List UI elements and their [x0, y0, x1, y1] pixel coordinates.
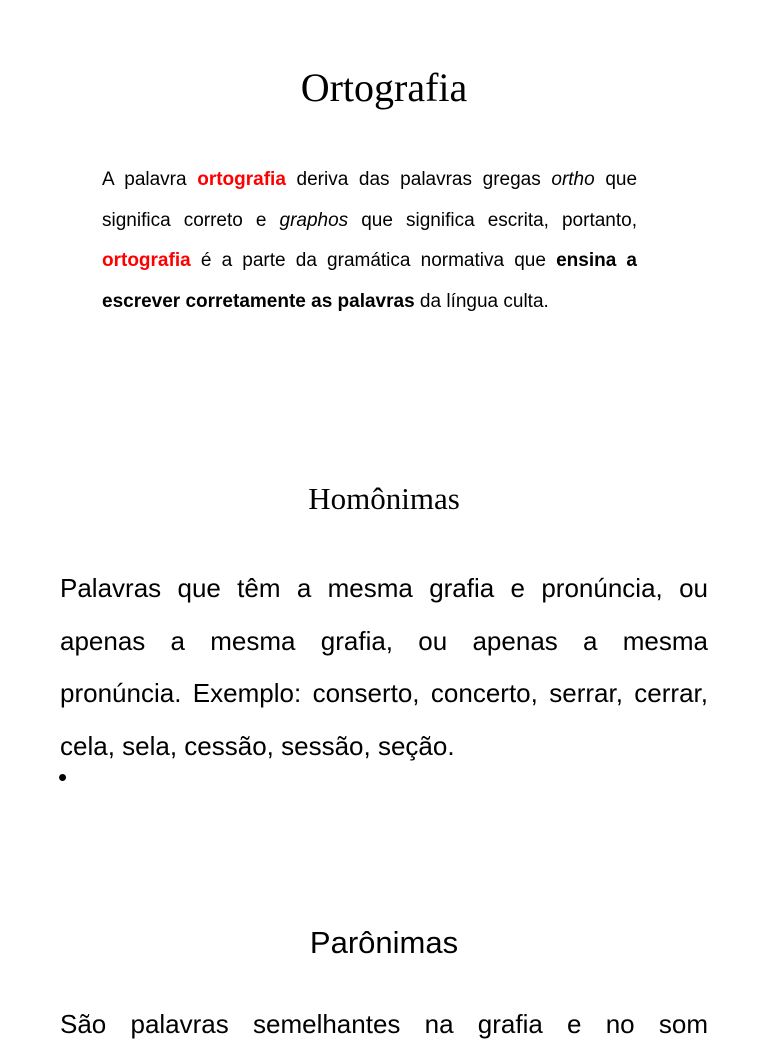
intro-text-3: que significa correto e — [102, 169, 638, 231]
bold-phrase: ensina a escrever corretamente as palavras — [102, 250, 637, 312]
italic-graphos: graphos — [279, 209, 349, 231]
intro-text-6: da língua culta. — [414, 290, 549, 312]
page-title: Ortografia — [300, 65, 468, 110]
intro-text-2: deriva das palavras gregas — [285, 169, 552, 190]
homonimas-paragraph: Palavras que têm a mesma grafia e pronúncia, ou apenas a mesma grafia, ou apenas a mesma pronúncia. Exemplo: conserto, concerto, serrar, cerrar, cela, sela, cessão, sessão, seção. — [60, 573, 708, 761]
intro-text-1: A palavra — [102, 169, 198, 190]
intro-paragraph — [102, 160, 637, 322]
paronimas-heading: Parônimas — [309, 925, 459, 960]
intro-text-4: que significa escrita, portanto, — [348, 209, 637, 231]
intro-text-5: é a parte da gramática normativa que — [190, 250, 557, 271]
paronimas-paragraph: São palavras semelhantes na grafia e no som — [60, 1009, 708, 1039]
highlight-ortografia-2: ortografia — [102, 250, 191, 271]
homonimas-heading: Homônimas — [308, 481, 460, 516]
bullet-point: • — [58, 762, 68, 792]
italic-ortho: ortho — [551, 169, 595, 190]
highlight-ortografia-1: ortografia — [197, 169, 286, 190]
